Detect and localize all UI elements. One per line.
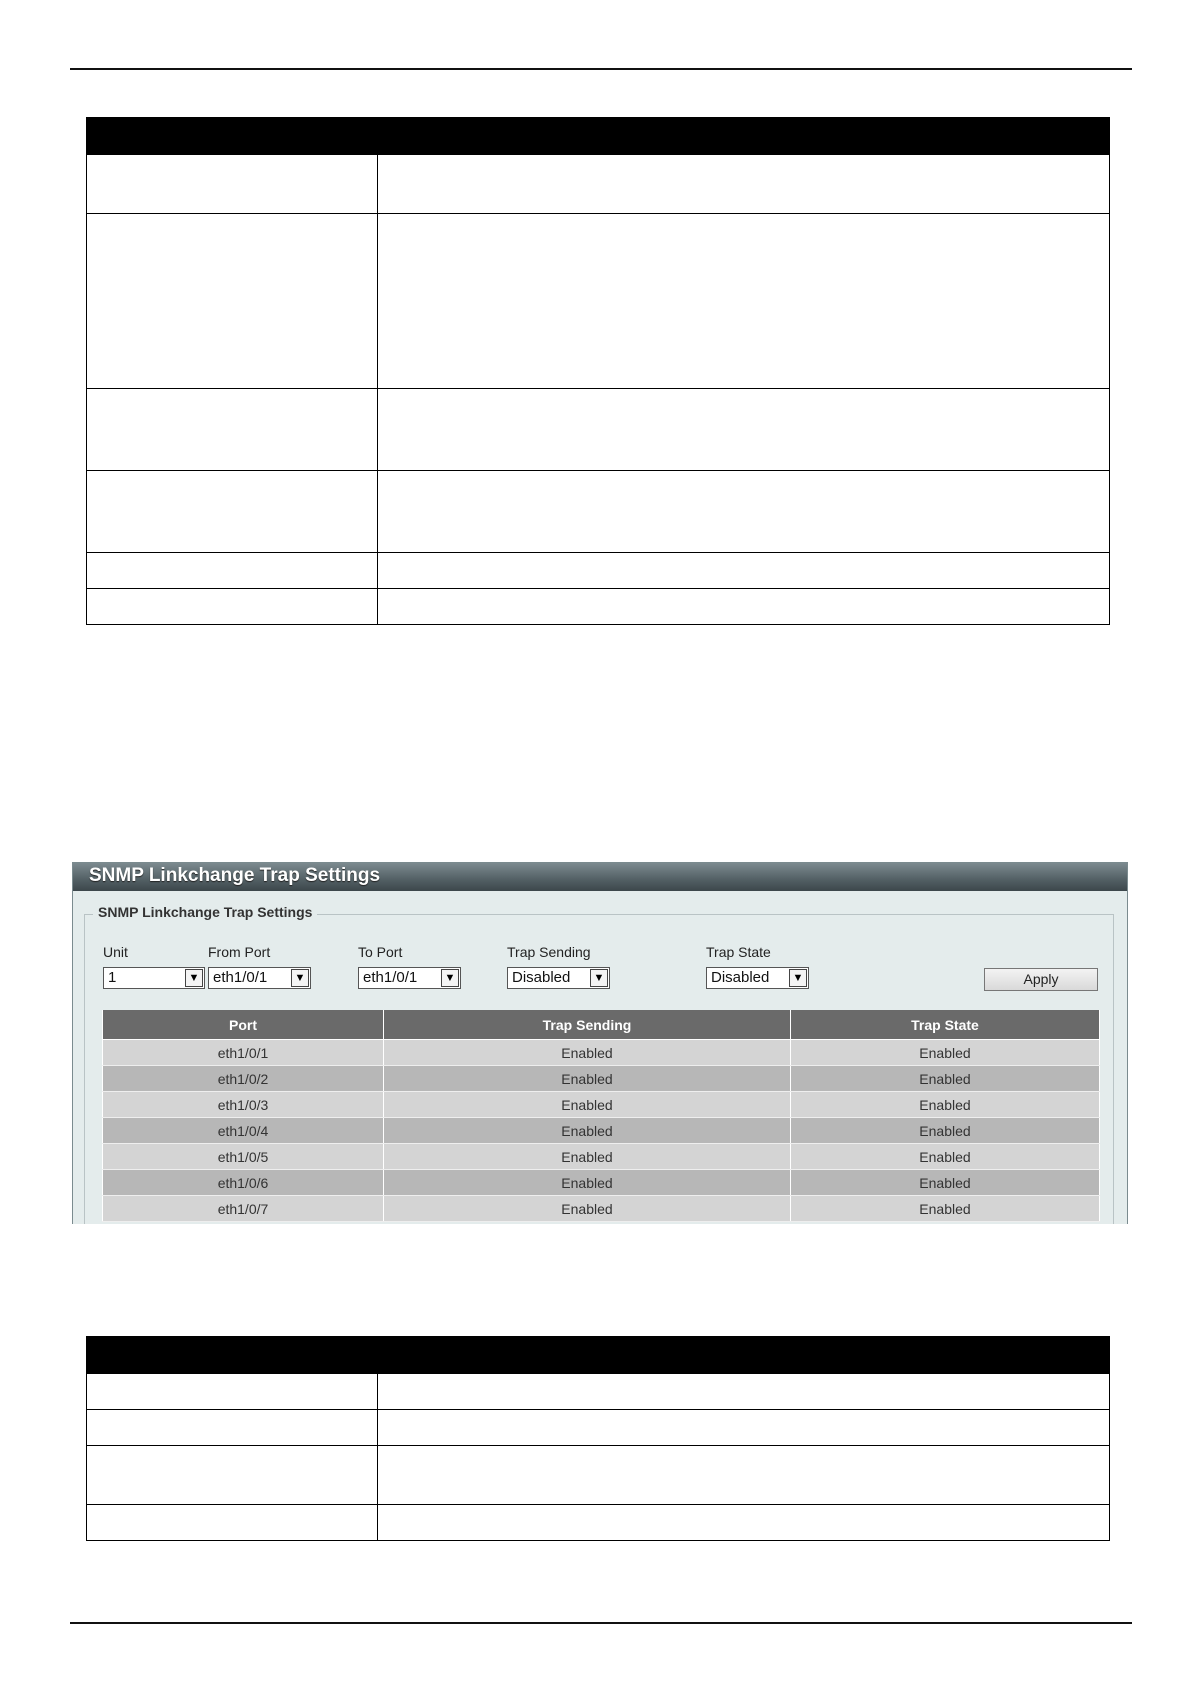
port-cell: eth1/0/2 <box>103 1066 384 1092</box>
trap-state-label: Trap State <box>706 944 771 960</box>
trap-sending-cell: Enabled <box>384 1040 791 1066</box>
parameter-table-top <box>86 117 1110 625</box>
to-port-select-value: eth1/0/1 <box>363 969 418 986</box>
port-cell: eth1/0/3 <box>103 1092 384 1118</box>
from-port-select[interactable] <box>208 967 311 989</box>
trap-sending-select[interactable] <box>507 967 610 989</box>
description-cell <box>378 471 1110 553</box>
trap-sending-label: Trap Sending <box>507 944 591 960</box>
chevron-down-icon: ▼ <box>441 969 459 987</box>
trap-state-cell: Enabled <box>791 1092 1100 1118</box>
table-row <box>103 1144 1100 1170</box>
description-cell <box>378 1505 1110 1541</box>
description-cell <box>378 1374 1110 1410</box>
description-cell <box>378 589 1110 625</box>
port-cell: eth1/0/7 <box>103 1196 384 1222</box>
snmp-linkchange-panel <box>72 862 1128 1224</box>
port-cell: eth1/0/6 <box>103 1170 384 1196</box>
trap-state-cell: Enabled <box>791 1040 1100 1066</box>
parameter-cell <box>87 214 378 389</box>
column-header-trap-sending: Trap Sending <box>384 1010 791 1040</box>
unit-label: Unit <box>103 944 128 960</box>
from-port-select-value: eth1/0/1 <box>213 969 268 986</box>
chevron-down-icon: ▼ <box>185 969 203 987</box>
chevron-down-icon: ▼ <box>291 969 309 987</box>
parameter-cell <box>87 155 378 214</box>
description-cell <box>378 389 1110 471</box>
table-header <box>87 118 1110 155</box>
parameter-table-bottom <box>86 1336 1110 1541</box>
table-row <box>103 1040 1100 1066</box>
parameter-cell <box>87 1505 378 1541</box>
parameter-cell <box>87 553 378 589</box>
unit-select-value: 1 <box>108 969 117 986</box>
port-cell: eth1/0/1 <box>103 1040 384 1066</box>
trap-state-select-value: Disabled <box>711 969 770 986</box>
parameter-cell <box>87 389 378 471</box>
trap-sending-cell: Enabled <box>384 1196 791 1222</box>
header-rule <box>70 68 1132 70</box>
trap-state-cell: Enabled <box>791 1196 1100 1222</box>
trap-state-cell: Enabled <box>791 1118 1100 1144</box>
trap-state-cell: Enabled <box>791 1170 1100 1196</box>
port-cell: eth1/0/4 <box>103 1118 384 1144</box>
chevron-down-icon: ▼ <box>590 969 608 987</box>
trap-state-cell: Enabled <box>791 1144 1100 1170</box>
port-cell: eth1/0/5 <box>103 1144 384 1170</box>
table-row <box>103 1118 1100 1144</box>
description-cell <box>378 214 1110 389</box>
column-header-port: Port <box>103 1010 384 1040</box>
unit-select[interactable] <box>103 967 205 989</box>
table-row <box>103 1066 1100 1092</box>
trap-state-cell: Enabled <box>791 1066 1100 1092</box>
parameter-cell <box>87 589 378 625</box>
port-trap-table <box>102 1010 1100 1222</box>
table-row <box>103 1170 1100 1196</box>
description-cell <box>378 1410 1110 1446</box>
parameter-cell <box>87 1410 378 1446</box>
trap-sending-cell: Enabled <box>384 1144 791 1170</box>
panel-title: SNMP Linkchange Trap Settings <box>73 863 1127 891</box>
apply-button[interactable]: Apply <box>984 968 1098 991</box>
chevron-down-icon: ▼ <box>789 969 807 987</box>
trap-sending-cell: Enabled <box>384 1170 791 1196</box>
to-port-label: To Port <box>358 944 403 960</box>
footer-rule <box>70 1622 1132 1624</box>
parameter-cell <box>87 471 378 553</box>
description-cell <box>378 155 1110 214</box>
table-row <box>103 1092 1100 1118</box>
description-cell <box>378 1446 1110 1505</box>
table-row <box>103 1196 1100 1222</box>
trap-state-select[interactable] <box>706 967 809 989</box>
parameter-cell <box>87 1374 378 1410</box>
trap-sending-cell: Enabled <box>384 1066 791 1092</box>
trap-sending-select-value: Disabled <box>512 969 571 986</box>
parameter-cell <box>87 1446 378 1505</box>
trap-sending-cell: Enabled <box>384 1118 791 1144</box>
fieldset-legend: SNMP Linkchange Trap Settings <box>93 904 317 920</box>
to-port-select[interactable] <box>358 967 461 989</box>
table-header <box>87 1337 1110 1374</box>
description-cell <box>378 553 1110 589</box>
from-port-label: From Port <box>208 944 271 960</box>
column-header-trap-state: Trap State <box>791 1010 1100 1040</box>
trap-sending-cell: Enabled <box>384 1092 791 1118</box>
